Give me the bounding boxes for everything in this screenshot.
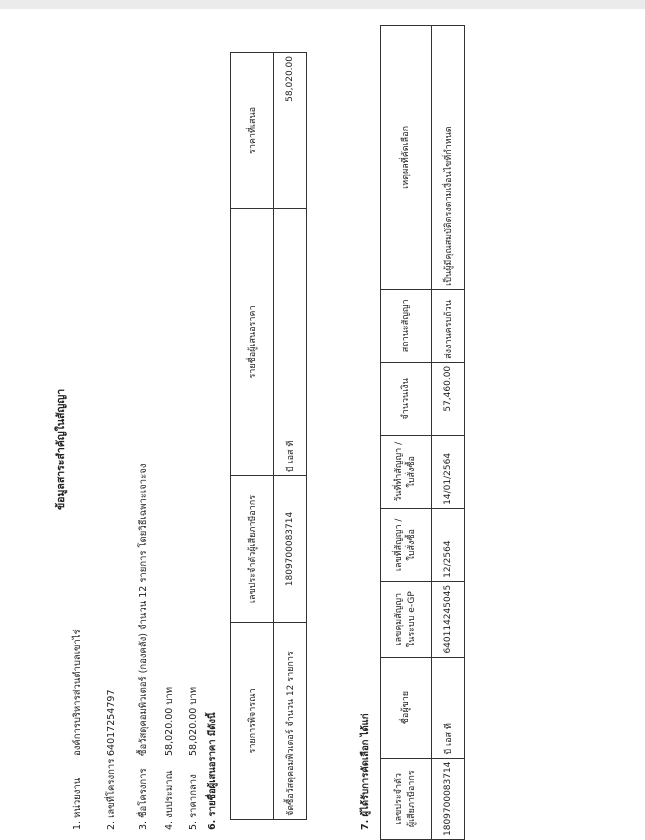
table-cell: จัดซื้อวัสดุคอมพิวเตอร์ จำนวน 12 รายการ xyxy=(274,623,307,820)
info-budget xyxy=(162,687,177,830)
table-cell: 1809700083714 xyxy=(432,758,465,839)
info-project-number xyxy=(104,690,119,831)
column-header: ราคาที่เสนอ xyxy=(231,53,274,209)
info-value: ซื้อวัสดุคอมพิวเตอร์ (กองคลัง) จำนวน 12 รายการ โดยวิธีเฉพาะเจาะจง xyxy=(138,463,149,756)
column-header: เลขที่สัญญา / ใบสั่งซื้อ xyxy=(381,508,432,581)
table-cell: 58,020.00 xyxy=(274,53,307,209)
info-label: 5. ราคากลาง xyxy=(188,774,199,830)
info-label: 1. หน่วยงาน xyxy=(72,777,83,830)
table-cell: 1809700083714 xyxy=(274,476,307,623)
table-header-row xyxy=(381,26,432,840)
table-cell: 14/01/2564 xyxy=(432,435,465,508)
info-project-name xyxy=(136,464,151,830)
table-cell: บี เอส ที xyxy=(274,209,307,476)
section6-heading: 6. รายชื่อผู้เสนอราคา มีดังนี้ xyxy=(207,712,218,830)
info-median-price xyxy=(186,687,201,830)
info-value: 58,020.00 บาท xyxy=(188,687,199,756)
info-agency xyxy=(70,629,85,830)
info-value: 58,020.00 บาท xyxy=(164,687,175,756)
column-header: สถานะสัญญา xyxy=(381,289,432,362)
column-header: รายการพิจารณา xyxy=(231,623,274,820)
info-label: 3. ชื่อโครงการ xyxy=(138,768,149,830)
info-label: 2. เลขที่โครงการ xyxy=(106,758,117,830)
table-row xyxy=(274,53,307,820)
column-header: เลขประจำตัวผู้เสียภาษีอากร xyxy=(231,476,274,623)
column-header: รายชื่อผู้เสนอราคา xyxy=(231,209,274,476)
table-cell: บี เอส ที xyxy=(432,657,465,758)
table-cell: 640114245045 xyxy=(432,581,465,657)
table-cell: ส่งงานครบถ้วน xyxy=(432,289,465,362)
table-row xyxy=(432,26,465,840)
page-title: ข้อมูลสาระสำคัญในสัญญา xyxy=(55,388,67,510)
section7-heading: 7. ผู้ได้รับการคัดเลือก ได้แก่ xyxy=(360,713,371,830)
table-cell: 57,460.00 xyxy=(432,362,465,435)
info-value: องค์การบริหารส่วนตำบลเขาไร่ xyxy=(72,629,83,756)
info-value: 64017254797 xyxy=(106,689,117,756)
table-cell: 12/2564 xyxy=(432,508,465,581)
info-label: 4. งบประมาณ xyxy=(164,770,175,830)
column-header: เหตุผลที่คัดเลือก xyxy=(381,26,432,290)
column-header: เลขคุมสัญญา ในระบบ e-GP xyxy=(381,581,432,657)
table-cell: เป็นผู้มีคุณสมบัติตรงตามเงื่อนไขที่กำหนด xyxy=(432,26,465,290)
column-header: วันที่ทำสัญญา / ใบสั่งซื้อ xyxy=(381,435,432,508)
column-header: ชื่อผู้ขาย xyxy=(381,657,432,758)
column-header: จำนวนเงิน xyxy=(381,362,432,435)
table-header-row xyxy=(231,53,274,820)
bidders-table xyxy=(230,52,307,820)
column-header: เลขประจำตัว ผู้เสียภาษีอากร xyxy=(381,758,432,839)
selected-vendor-table xyxy=(380,25,465,840)
